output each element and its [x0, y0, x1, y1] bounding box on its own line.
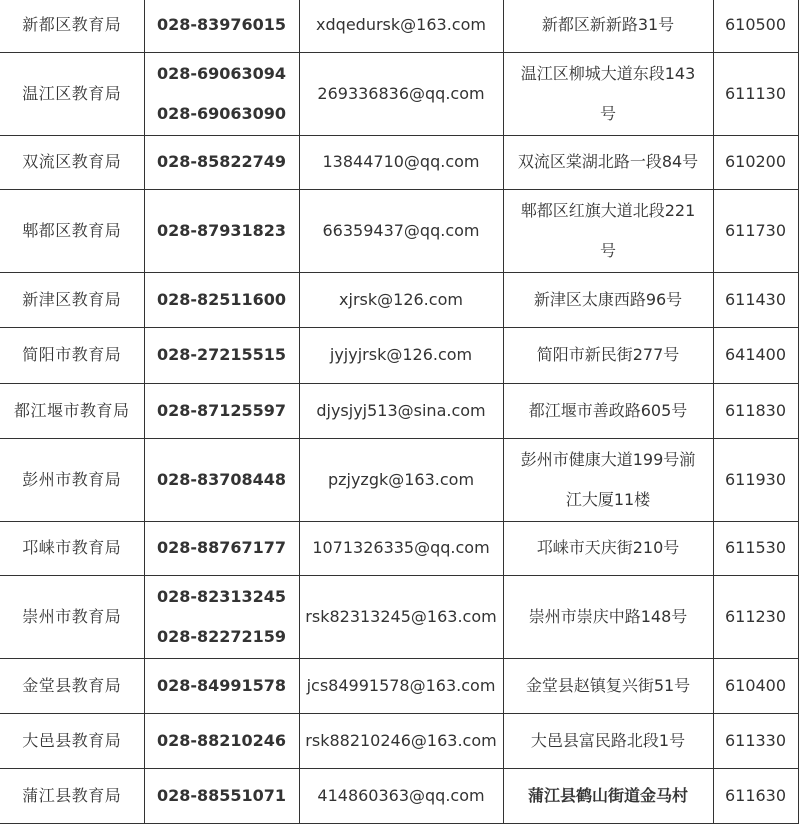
address-line: 江大厦11楼 — [565, 489, 651, 509]
email-cell: 414860363@qq.com — [299, 768, 503, 823]
address-cell — [503, 713, 713, 768]
table-row — [0, 575, 798, 658]
department-cell: 新津区教育局 — [0, 272, 144, 327]
zip-code-cell: 611130 — [713, 52, 798, 135]
address-line: 崇州市崇庆中路148号 — [528, 606, 688, 626]
email-cell: 1071326335@qq.com — [299, 521, 503, 575]
table-row — [0, 135, 798, 189]
phone-number: 028-83976015 — [156, 14, 287, 34]
address-line: 郫都区红旗大道北段221 — [520, 200, 696, 220]
table-row — [0, 189, 798, 272]
email-cell: xdqedursk@163.com — [299, 0, 503, 52]
email-cell: rsk82313245@163.com — [299, 575, 503, 658]
table-row — [0, 768, 798, 823]
address-line: 蒲江县鹤山街道金马村 — [527, 785, 688, 805]
zip-code-cell: 611930 — [713, 438, 798, 521]
department-cell: 简阳市教育局 — [0, 327, 144, 383]
email-cell: jcs84991578@163.com — [299, 658, 503, 713]
department-cell: 金堂县教育局 — [0, 658, 144, 713]
email-cell: pzjyzgk@163.com — [299, 438, 503, 521]
phone-number: 028-88551071 — [156, 785, 287, 805]
phone-number: 028-69063090 — [156, 103, 287, 123]
department-cell: 邛崃市教育局 — [0, 521, 144, 575]
address-cell — [503, 189, 713, 272]
phone-cell — [144, 383, 299, 438]
department-cell: 双流区教育局 — [0, 135, 144, 189]
phone-cell — [144, 713, 299, 768]
department-cell: 郫都区教育局 — [0, 189, 144, 272]
zip-code-cell: 611230 — [713, 575, 798, 658]
phone-cell — [144, 189, 299, 272]
email-cell: djysjyj513@sina.com — [299, 383, 503, 438]
department-cell: 新都区教育局 — [0, 0, 144, 52]
phone-cell — [144, 327, 299, 383]
zip-code-cell: 611330 — [713, 713, 798, 768]
zip-code-cell: 610400 — [713, 658, 798, 713]
phone-number: 028-27215515 — [156, 345, 287, 364]
zip-code-cell: 611730 — [713, 189, 798, 272]
department-cell: 蒲江县教育局 — [0, 768, 144, 823]
zip-code-cell: 611630 — [713, 768, 798, 823]
phone-cell — [144, 438, 299, 521]
address-cell — [503, 272, 713, 327]
zip-code-cell: 610200 — [713, 135, 798, 189]
table-row — [0, 658, 798, 713]
table-row — [0, 713, 798, 768]
address-cell — [503, 0, 713, 52]
phone-number: 028-87931823 — [156, 220, 287, 240]
address-cell — [503, 383, 713, 438]
department-cell: 大邑县教育局 — [0, 713, 144, 768]
address-line: 号 — [599, 103, 616, 123]
address-line: 金堂县赵镇复兴街51号 — [525, 675, 691, 695]
table-row — [0, 0, 798, 52]
department-cell: 都江堰市教育局 — [0, 383, 144, 438]
phone-number: 028-88210246 — [156, 730, 287, 750]
email-cell: xjrsk@126.com — [299, 272, 503, 327]
address-line: 大邑县富民路北段1号 — [530, 730, 686, 750]
phone-cell — [144, 135, 299, 189]
address-line: 双流区棠湖北路一段84号 — [517, 152, 699, 171]
phone-number: 028-82511600 — [156, 289, 287, 309]
department-cell: 温江区教育局 — [0, 52, 144, 135]
phone-cell — [144, 0, 299, 52]
email-cell: 269336836@qq.com — [299, 52, 503, 135]
table-row — [0, 272, 798, 327]
address-line: 都江堰市善政路605号 — [528, 400, 688, 420]
phone-cell — [144, 521, 299, 575]
address-line: 新都区新新路31号 — [541, 14, 675, 34]
phone-number: 028-85822749 — [156, 152, 287, 171]
address-cell — [503, 135, 713, 189]
address-cell — [503, 768, 713, 823]
phone-cell — [144, 272, 299, 327]
address-line: 简阳市新民街277号 — [536, 345, 680, 364]
zip-code-cell: 611430 — [713, 272, 798, 327]
address-cell — [503, 658, 713, 713]
zip-code-cell: 641400 — [713, 327, 798, 383]
table-row — [0, 383, 798, 438]
address-line: 彭州市健康大道199号湔 — [520, 449, 696, 469]
department-cell: 彭州市教育局 — [0, 438, 144, 521]
zip-code-cell: 611830 — [713, 383, 798, 438]
address-cell — [503, 575, 713, 658]
phone-number: 028-82272159 — [156, 626, 287, 646]
phone-cell — [144, 575, 299, 658]
phone-number: 028-87125597 — [156, 400, 287, 420]
address-line: 温江区柳城大道东段143 — [520, 63, 696, 83]
table-row — [0, 438, 798, 521]
department-cell: 崇州市教育局 — [0, 575, 144, 658]
address-line: 号 — [599, 240, 616, 260]
address-cell — [503, 327, 713, 383]
table-row — [0, 52, 798, 135]
table-row — [0, 521, 798, 575]
phone-cell — [144, 52, 299, 135]
email-cell: 13844710@qq.com — [299, 135, 503, 189]
phone-number: 028-84991578 — [156, 675, 287, 695]
phone-cell — [144, 768, 299, 823]
phone-number: 028-83708448 — [156, 469, 287, 489]
phone-number: 028-69063094 — [156, 63, 287, 83]
address-cell — [503, 438, 713, 521]
email-cell: rsk88210246@163.com — [299, 713, 503, 768]
zip-code-cell: 611530 — [713, 521, 798, 575]
zip-code-cell: 610500 — [713, 0, 798, 52]
phone-number: 028-88767177 — [156, 538, 287, 557]
email-cell: jyjyjrsk@126.com — [299, 327, 503, 383]
address-line: 邛崃市天庆街210号 — [536, 538, 680, 557]
phone-cell — [144, 658, 299, 713]
phone-number: 028-82313245 — [156, 586, 287, 606]
email-cell: 66359437@qq.com — [299, 189, 503, 272]
address-line: 新津区太康西路96号 — [533, 289, 683, 309]
table-row — [0, 327, 798, 383]
address-cell — [503, 52, 713, 135]
address-cell — [503, 521, 713, 575]
